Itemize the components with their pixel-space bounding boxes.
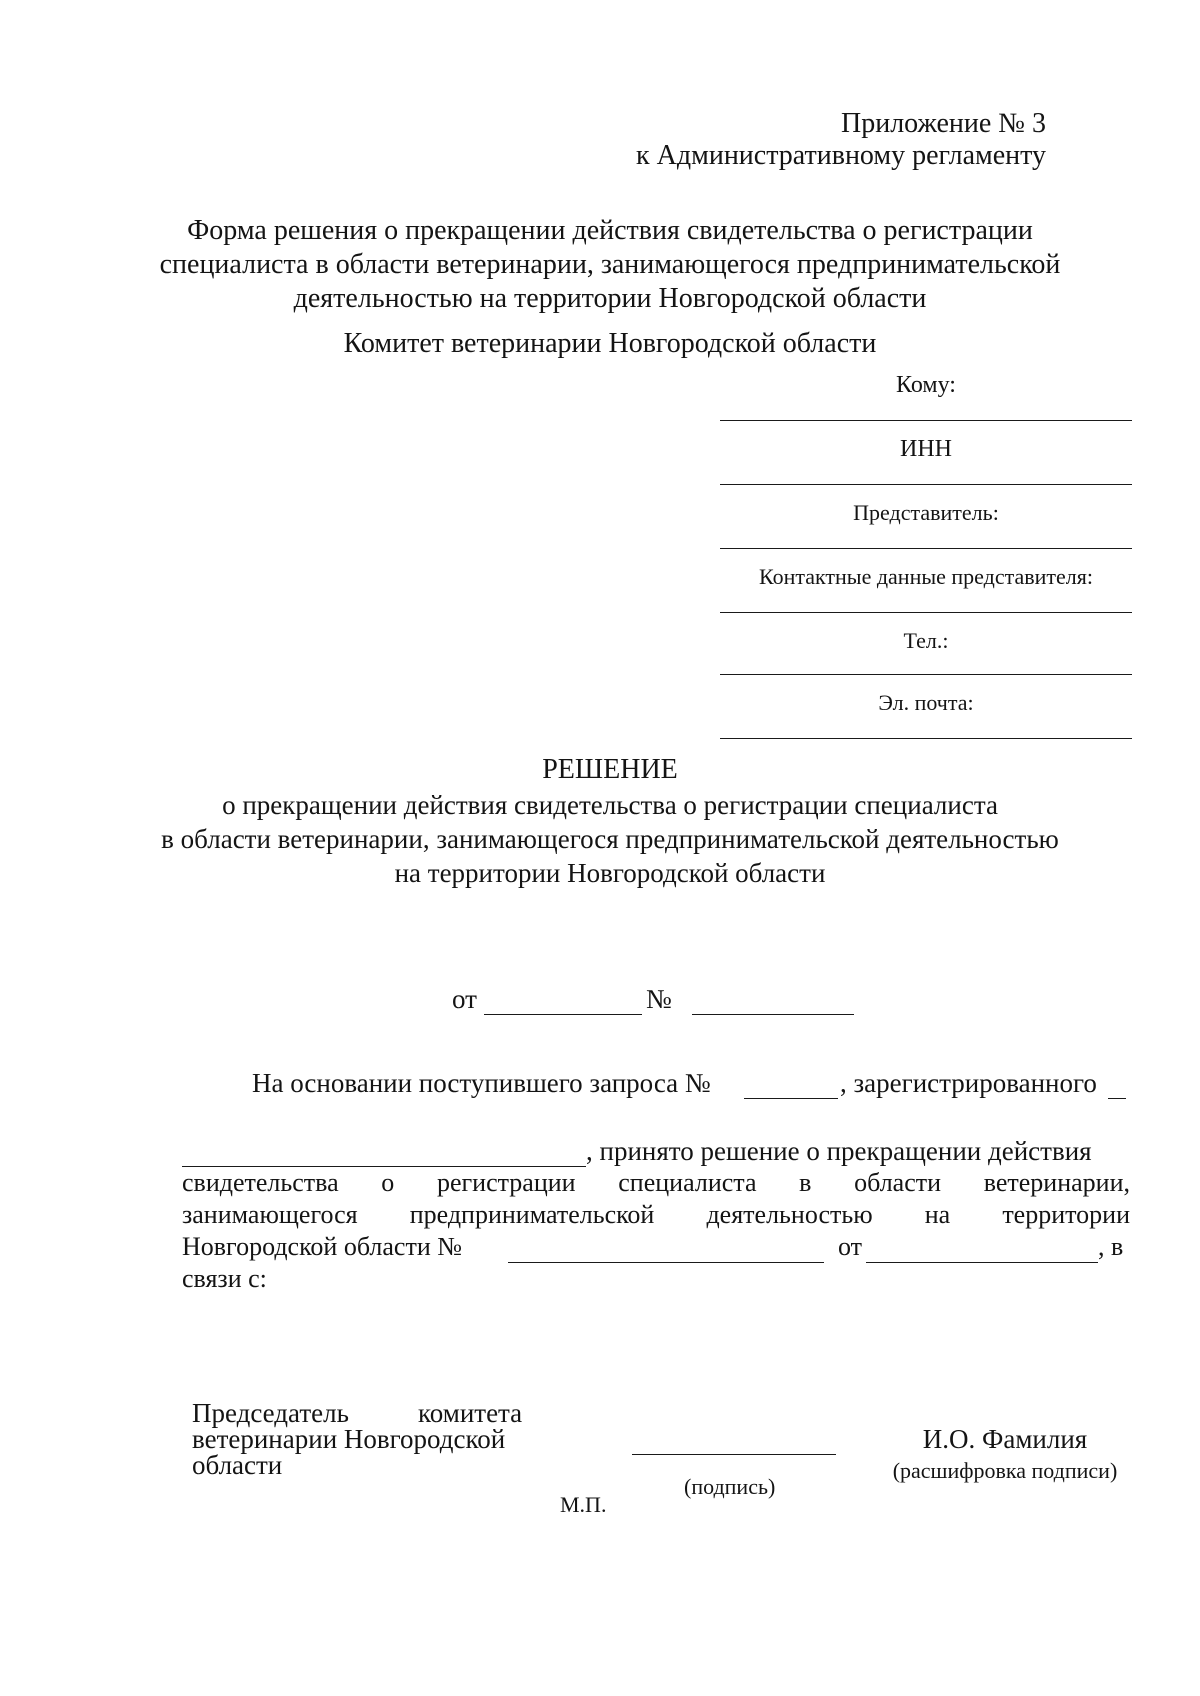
email-label: Эл. почта: (878, 690, 974, 715)
decision-subtitle-line: в области ветеринарии, занимающегося предпринимательской деятельностью (161, 824, 1059, 854)
decision-made-text: , принято решение о прекращении действия (586, 1136, 1092, 1166)
request-number-field (744, 1098, 838, 1099)
body-word: в (799, 1168, 812, 1197)
registered-text: , зарегистрированного (840, 1068, 1097, 1098)
number-field (692, 1014, 854, 1015)
decision-subtitle-line: о прекращении действия свидетельства о регистрации специалиста (222, 790, 998, 820)
body-line-4 (182, 1200, 1130, 1230)
request-basis-text: На основании поступившего запроса № (252, 1068, 711, 1098)
signature-field (632, 1454, 836, 1455)
appendix-reference: к Административному регламенту (636, 140, 1046, 171)
in-connection-text: , в (1098, 1232, 1124, 1261)
appendix-number: Приложение № 3 (841, 108, 1046, 139)
chair-title-line2: ветеринарии Новгородской (192, 1424, 506, 1454)
registered-field (1108, 1098, 1126, 1099)
form-title (150, 214, 1070, 316)
body-line-3 (182, 1168, 1130, 1198)
decision-subtitle-line: на территории Новгородской области (394, 858, 826, 888)
body-word: ветеринарии, (983, 1168, 1130, 1197)
phone-field (720, 674, 1132, 675)
chair-title-line3: области (192, 1450, 283, 1480)
certificate-date-field (866, 1262, 1098, 1263)
body-word: деятельностью (706, 1200, 873, 1229)
reason-label: связи с: (182, 1264, 267, 1293)
body-word: специалиста (618, 1168, 757, 1197)
recipient-to-field (720, 420, 1132, 421)
signer-name-caption: (расшифровка подписи) (892, 1458, 1118, 1483)
date-field (484, 1014, 642, 1015)
committee-name: Комитет ветеринарии Новгородской области (343, 328, 877, 359)
chair-word: комитета (418, 1398, 523, 1428)
representative-field (720, 548, 1132, 549)
phone-label: Тел.: (903, 628, 949, 653)
stamp-label: М.П. (560, 1492, 607, 1517)
contact-field (720, 612, 1132, 613)
form-title-line: деятельностью на территории Новгородской области (293, 283, 927, 314)
body-word: занимающегося (182, 1200, 358, 1229)
decision-subtitle (100, 788, 1120, 890)
inn-field (720, 484, 1132, 485)
certificate-number-text: Новгородской области № (182, 1232, 463, 1261)
decision-title: РЕШЕНИЕ (542, 754, 678, 785)
body-word: свидетельства (182, 1168, 339, 1197)
contact-label: Контактные данные представителя: (759, 564, 1093, 589)
registered-by-field (182, 1166, 586, 1167)
form-title-line: Форма решения о прекращении действия свидетельства о регистрации (187, 215, 1033, 246)
signature-caption: (подпись) (684, 1474, 776, 1499)
recipient-to-label: Кому: (896, 372, 956, 398)
body-word: предпринимательской (409, 1200, 655, 1229)
form-title-line: специалиста в области ветеринарии, занимающегося предпринимательской (159, 249, 1061, 280)
body-word: о (381, 1168, 395, 1197)
chair-word: Председатель (192, 1398, 349, 1428)
body-word: регистрации (436, 1168, 576, 1197)
signer-name: И.О. Фамилия (922, 1424, 1088, 1454)
body-word: на (924, 1200, 951, 1229)
representative-label: Представитель: (853, 500, 999, 525)
date-from-label: от (452, 984, 477, 1014)
inn-label: ИНН (900, 436, 952, 462)
body-word: области (854, 1168, 942, 1197)
number-label: № (646, 984, 672, 1014)
certificate-number-field (508, 1262, 824, 1263)
email-field (720, 738, 1132, 739)
certificate-date-label: от (838, 1232, 863, 1261)
body-word: территории (1002, 1200, 1130, 1229)
